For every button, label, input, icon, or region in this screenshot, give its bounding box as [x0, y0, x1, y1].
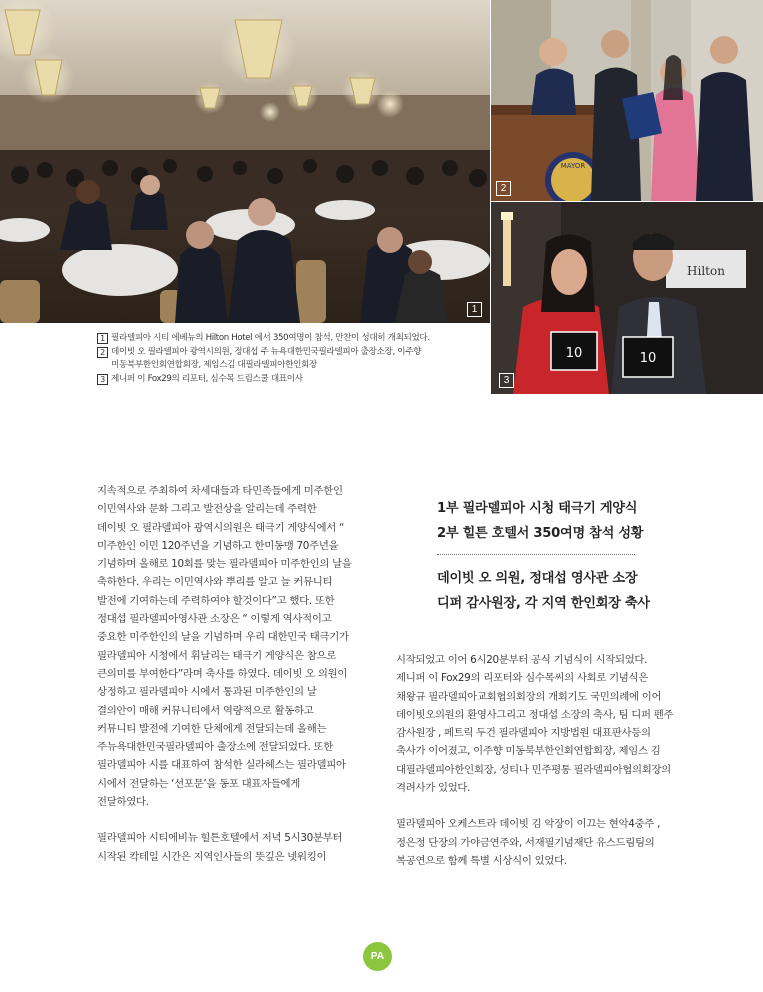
text-line: 기념하며 올해로 10회를 맞는 필라델피아 미주한인의 날을: [97, 558, 352, 571]
text-line: 시에서 전달하는 ‘선포문’을 동포 대표자들에게: [97, 777, 301, 790]
text-line: 이민역사와 문화 그리고 발전상을 알리는데 주력한: [97, 503, 317, 516]
caption-2: [97, 346, 487, 373]
podium-seal-text: MAYOR: [560, 162, 586, 170]
text-line: 커뮤니티 발전에 기여한 단체에게 전달되는데 올해는: [97, 722, 327, 735]
paragraph: [97, 829, 379, 866]
text-line: 시작되었고 이어 6시20분부터 공식 기념식이 시작되었다.: [396, 654, 648, 666]
caption-number: 3: [97, 374, 108, 385]
text-line: 미주한인 이민 120주년을 기념하고 한미동맹 70주년을: [97, 539, 339, 552]
photo-captions: [97, 332, 487, 386]
paragraph: [97, 482, 379, 811]
text-line: 정대섭 필라델피아영사관 소장은 “ 이렇게 역사적이고: [97, 613, 332, 626]
text-line: 축사가 이어졌고, 이주향 미동북부한인회연합회장, 제임스 김: [396, 745, 661, 758]
caption-3: [97, 373, 487, 387]
text-line: 대필라델피아한인회장, 성티나 민주평통 필라델피아협의회장의: [396, 763, 671, 776]
text-line: 시작된 칵테일 시간은 지역인사들의 뜻깊은 넷워킹이: [97, 850, 327, 863]
article-body-right: [396, 651, 706, 870]
caption-line: 필라델피아 시티 에베뉴의 Hilton Hotel 에서 350여명이 참석, 만찬이 성대히 개최되었다.: [111, 333, 430, 343]
text-line: 정은정 단장의 가야금연주와, 서재필기념재단 유스드림팀의: [396, 836, 655, 849]
paragraph: [396, 815, 706, 870]
page-section-badge: PA: [363, 942, 392, 971]
text-line: 발전에 기여하는데 주력하여야 할것이다”고 했다. 또한: [97, 594, 335, 607]
headline-line: 2부 힐튼 호텔서 350여명 참석 성황: [437, 526, 644, 541]
headline-top: [437, 496, 697, 546]
photo-number-badge: 3: [499, 373, 514, 388]
banquet-hall-photo: [0, 0, 490, 323]
caption-number: 1: [97, 333, 108, 344]
text-line: 채왕규 필라델피아교회협의회장의 개회기도 국민의례에 이어: [396, 690, 662, 703]
paragraph: [396, 651, 706, 797]
article-body-left: [97, 482, 379, 866]
text-line: 제니퍼 이 Fox29의 리포터와 심수목씨의 사회로 기념식은: [396, 672, 649, 685]
text-line: 데이빗오의원의 환영사그리고 정대섭 소장의 축사, 팀 디퍼 펜주: [396, 708, 674, 721]
text-line: 큰의미를 부여한다”라며 축사를 하였다. 데이빗 오 의원이: [97, 667, 348, 680]
text-line: 전달하였다.: [97, 796, 149, 809]
caption-line: 미동북부한인회연합회장, 제임스김 대필라델피아한인회장: [111, 360, 317, 370]
text-line: 복공연으로 함께 특별 시상식이 있었다.: [396, 854, 567, 867]
text-line: 필라델피아 오케스트라 데이빗 김 악장이 이끄는 현악4중주 ,: [396, 818, 661, 831]
caption-line: 데이빗 오 필라델피아 광역시의원, 정대섭 주 뉴욕대한민국필라델피아 출장소장, 이주향: [111, 346, 422, 357]
svg-text:10: 10: [565, 346, 583, 361]
text-line: 데이빗 오 필라델피아 광역시의원은 태극기 게양식에서 “: [97, 521, 345, 534]
hosts-photo: [491, 202, 763, 394]
caption-1: [97, 332, 487, 346]
text-line: 결의안이 매해 커뮤니티에서 역량적으로 활동하고: [97, 704, 314, 717]
headline-bottom: [437, 566, 697, 616]
text-line: 지속적으로 주최하여 차세대들과 타민족들에게 미주한인: [97, 485, 343, 497]
ceremony-photo: [491, 0, 763, 201]
text-line: 주뉴욕대한민국필라델피아 출장소에 전달되었다. 또한: [97, 741, 333, 754]
headline-divider: [437, 554, 635, 555]
text-line: 필라델피아 시티에비뉴 힐튼호텔에서 저녁 5시30분부터: [97, 832, 343, 845]
text-line: 필라델피아 시를 대표하여 참석한 실라헤스는 필라델피아: [97, 759, 346, 772]
text-line: 감사원장 , 페트릭 두건 필라델피아 지방법원 대표판사등의: [396, 727, 651, 740]
headline-line: 1부 필라델피아 시청 태극기 게양식: [437, 501, 638, 516]
text-line: 중요한 미주한인의 날을 기념하며 우리 대한민국 태극기가: [97, 631, 349, 644]
photo-number-badge: 1: [467, 302, 482, 317]
caption-line: 제니퍼 이 Fox29의 리포터, 심수목 드림스쿨 대표이사: [111, 373, 303, 384]
text-line: 필라델피아 시청에서 휘날리는 태극기 게양식은 참으로: [97, 649, 336, 662]
svg-text:10: 10: [639, 351, 657, 366]
photo-number-badge: 2: [496, 181, 511, 196]
text-line: 축하한다. 우리는 이민역사와 뿌리를 알고 늘 커뮤니티: [97, 576, 333, 589]
hotel-sign-text: Hilton: [687, 264, 725, 278]
text-line: 격려사가 있었다.: [396, 782, 471, 795]
headline-line: 데이빗 오 의원, 정대섭 영사관 소장: [437, 571, 638, 586]
text-line: 상정하고 필라델피아 시에서 통과된 미주한인의 날: [97, 686, 317, 699]
headline-line: 디퍼 감사원장, 각 지역 한인회장 축사: [437, 596, 650, 611]
caption-number: 2: [97, 347, 108, 358]
